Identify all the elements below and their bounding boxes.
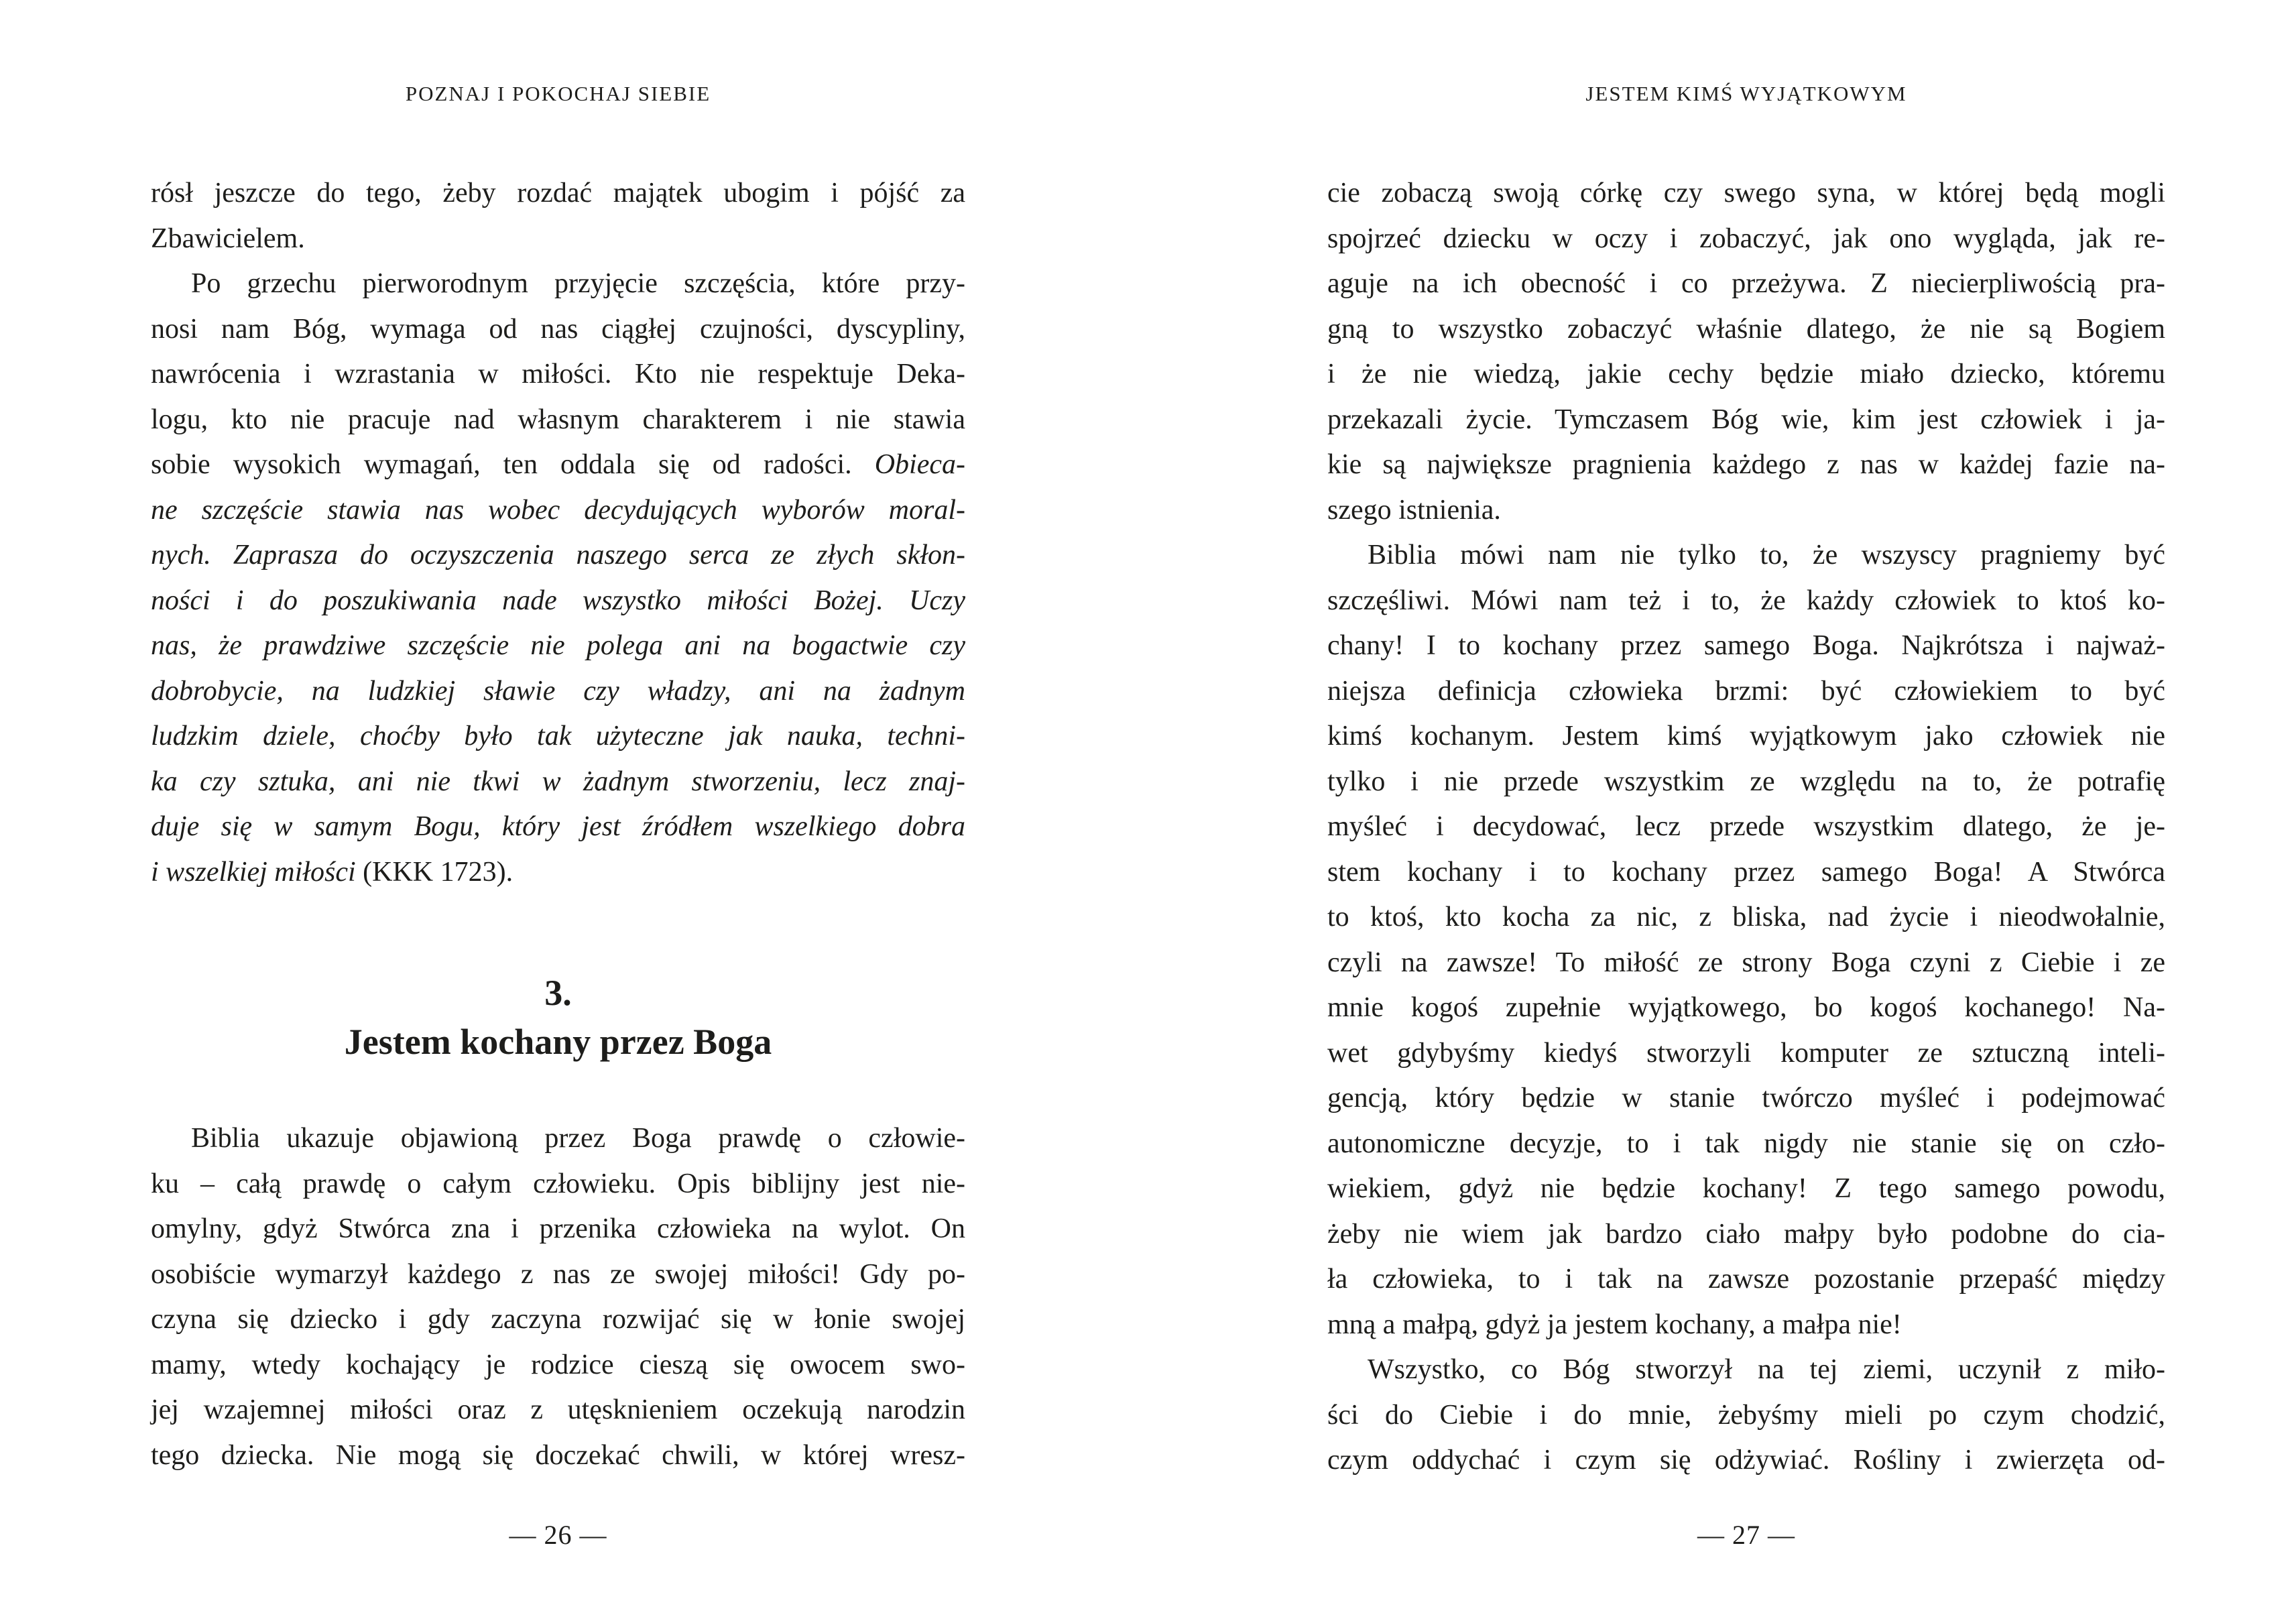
text-line xyxy=(1327,850,2165,896)
text-segment: wet gdybyśmy kiedyś stworzyli komputer ze sztuczną inteli- xyxy=(1327,1037,2165,1069)
text-line xyxy=(1327,1031,2165,1077)
text-segment: spojrzeć dziecku w oczy i zobaczyć, jak ono wygląda, jak re- xyxy=(1327,223,2165,254)
text-line xyxy=(151,579,965,624)
text-line xyxy=(151,669,965,715)
text-line xyxy=(1327,398,2165,443)
text-line xyxy=(151,1388,965,1433)
text-segment: stem kochany i to kochany przez samego Boga! A Stwórca xyxy=(1327,856,2165,888)
text-line xyxy=(1327,1166,2165,1212)
text-line xyxy=(151,398,965,443)
text-line xyxy=(1327,714,2165,760)
text-segment: niejsza definicja człowieka brzmi: być człowiekiem to być xyxy=(1327,675,2165,707)
text-line xyxy=(151,1297,965,1343)
text-line xyxy=(151,1162,965,1207)
text-segment: żeby nie wiem jak bardzo ciało małpy było podobne do cia- xyxy=(1327,1218,2165,1250)
text-segment: rósł jeszcze do tego, żeby rozdać majątek ubogim i pójść za xyxy=(151,178,965,208)
italic-text-segment: ka czy sztuka, ani nie tkwi w żadnym stworzeniu, lecz znaj- xyxy=(151,766,965,797)
text-line xyxy=(1327,941,2165,986)
text-segment: przekazali życie. Tymczasem Bóg wie, kim jest człowiek i ja- xyxy=(1327,404,2165,435)
text-segment: ła człowieka, to i tak na zawsze pozostanie przepaść między xyxy=(1327,1264,2165,1295)
text-segment: osobiście wymarzył każdego z nas ze swojej miłości! Gdy po- xyxy=(151,1258,965,1290)
italic-text-segment: nych. Zaprasza do oczyszczenia naszego serca ze złych skłon- xyxy=(151,540,965,570)
text-line xyxy=(151,171,965,217)
text-line xyxy=(1327,1122,2165,1167)
text-line xyxy=(1327,1438,2165,1484)
page-right xyxy=(1327,0,2165,1623)
text-line xyxy=(1327,533,2165,579)
italic-text-segment: ności i do poszukiwania nade wszystko miłości Bożej. Uczy xyxy=(151,585,965,616)
text-segment: ku – całą prawdę o całym człowieku. Opis biblijny jest nie- xyxy=(151,1168,965,1199)
text-line xyxy=(1327,352,2165,398)
text-segment: czyli na zawsze! To miłość ze strony Boga czyni z Ciebie i ze xyxy=(1327,947,2165,978)
text-line xyxy=(151,714,965,760)
text-line xyxy=(1327,623,2165,669)
text-segment: cie zobaczą swoją córkę czy swego syna, w której będą mogli xyxy=(1327,178,2165,208)
italic-text-segment: ludzkim dziele, choćby było tak użyteczne jak nauka, techni- xyxy=(151,721,965,752)
text-segment: Biblia ukazuje objawioną przez Boga prawdę o człowie- xyxy=(191,1123,965,1154)
running-header-left: POZNAJ I POKOCHAJ SIEBIE xyxy=(405,82,711,105)
text-segment: czym oddychać i czym się odżywiać. Rośliny i zwierzęta od- xyxy=(1327,1445,2165,1476)
text-line xyxy=(151,1252,965,1298)
text-segment: nosi nam Bóg, wymaga od nas ciągłej czujności, dyscypliny, xyxy=(151,313,965,345)
text-line xyxy=(151,1116,965,1162)
page-number-footer: — 26 — xyxy=(509,1520,607,1550)
text-segment: tego dziecka. Nie mogą się doczekać chwili, w której wresz- xyxy=(151,1439,965,1471)
text-segment: szego istnienia. xyxy=(1327,494,1501,526)
italic-text-segment: i wszelkiej miłości xyxy=(151,856,363,888)
page-number-footer: — 27 — xyxy=(1697,1520,1795,1550)
text-segment: Wszystko, co Bóg stworzył na tej ziemi, uczynił z miło- xyxy=(1368,1354,2165,1385)
text-segment: Biblia mówi nam nie tylko to, że wszyscy pragniemy być xyxy=(1368,540,2165,570)
text-line xyxy=(1327,804,2165,850)
text-segment: mamy, wtedy kochający je rodzice cieszą się owocem swo- xyxy=(151,1349,965,1380)
text-segment: kimś kochanym. Jestem kimś wyjątkowym jako człowiek nie xyxy=(1327,721,2165,752)
chapter-heading xyxy=(151,969,965,1067)
text-line xyxy=(1327,579,2165,624)
text-segment: (KKK 1723). xyxy=(363,856,513,888)
text-line xyxy=(1327,1076,2165,1122)
body-text-block xyxy=(151,1116,965,1478)
text-segment: szczęśliwi. Mówi nam też i to, że każdy człowiek to ktoś ko- xyxy=(1327,585,2165,616)
chapter-number: 3. xyxy=(544,973,572,1013)
text-line xyxy=(151,1433,965,1479)
text-line xyxy=(1327,895,2165,941)
text-line xyxy=(151,442,965,488)
text-line xyxy=(151,488,965,534)
text-line xyxy=(151,1207,965,1252)
text-line xyxy=(1327,307,2165,353)
text-segment: chany! I to kochany przez samego Boga. Najkrótsza i najważ- xyxy=(1327,630,2165,661)
text-line xyxy=(151,623,965,669)
text-segment: gną to wszystko zobaczyć właśnie dlatego, że nie są Bogiem xyxy=(1327,313,2165,345)
text-line xyxy=(1327,1257,2165,1303)
text-line xyxy=(1327,1347,2165,1393)
text-line xyxy=(151,261,965,307)
body-text-block xyxy=(151,171,965,895)
text-segment: ści do Ciebie i do mnie, żebyśmy mieli po czym chodzić, xyxy=(1327,1399,2165,1431)
text-line xyxy=(151,804,965,850)
text-line xyxy=(151,760,965,805)
text-line xyxy=(151,533,965,579)
text-line xyxy=(1327,669,2165,715)
body-text-block xyxy=(1327,171,2165,1484)
text-segment: kie są największe pragnienia każdego z nas w każdej fazie na- xyxy=(1327,449,2165,480)
text-line xyxy=(151,307,965,353)
text-line xyxy=(1327,217,2165,262)
italic-text-segment: duje się w samym Bogu, który jest źródłem wszelkiego dobra xyxy=(151,811,965,842)
text-line xyxy=(151,850,965,896)
text-segment: Zbawicielem. xyxy=(151,223,305,254)
text-segment: sobie wysokich wymagań, ten oddala się od radości. xyxy=(151,449,875,480)
text-segment: czyna się dziecko i gdy zaczyna rozwijać się w łonie swojej xyxy=(151,1304,965,1335)
text-line xyxy=(1327,442,2165,488)
text-line xyxy=(1327,1303,2165,1348)
text-line xyxy=(1327,261,2165,307)
italic-text-segment: dobrobycie, na ludzkiej sławie czy władzy, ani na żadnym xyxy=(151,675,965,707)
running-header-right: JESTEM KIMŚ WYJĄTKOWYM xyxy=(1585,82,1907,105)
text-line xyxy=(1327,760,2165,805)
text-segment: wiekiem, gdyż nie będzie kochany! Z tego samego powodu, xyxy=(1327,1173,2165,1204)
page-left xyxy=(151,0,965,1623)
text-segment: logu, kto nie pracuje nad własnym charakterem i nie stawia xyxy=(151,404,965,435)
text-line xyxy=(1327,488,2165,534)
text-segment: myśleć i decydować, lecz przede wszystkim dlatego, że je- xyxy=(1327,811,2165,842)
text-line xyxy=(1327,171,2165,217)
text-segment: i że nie wiedzą, jakie cechy będzie miało dziecko, któremu xyxy=(1327,359,2165,389)
text-line xyxy=(1327,985,2165,1031)
text-line xyxy=(151,217,965,262)
italic-text-segment: nas, że prawdziwe szczęście nie polega ani na bogactwie czy xyxy=(151,630,965,661)
text-segment: nawrócenia i wzrastania w miłości. Kto nie respektuje Deka- xyxy=(151,359,965,389)
text-segment: gencją, który będzie w stanie twórczo myśleć i podejmować xyxy=(1327,1083,2165,1114)
text-line xyxy=(1327,1393,2165,1439)
text-segment: omylny, gdyż Stwórca zna i przenika człowieka na wylot. On xyxy=(151,1213,965,1244)
text-segment: tylko i nie przede wszystkim ze względu na to, że potrafię xyxy=(1327,766,2165,797)
text-segment: mnie kogoś zupełnie wyjątkowego, bo kogoś kochanego! Na- xyxy=(1327,992,2165,1023)
text-segment: aguje na ich obecność i co przeżywa. Z niecierpliwością pra- xyxy=(1327,268,2165,299)
italic-text-segment: Obieca- xyxy=(874,449,965,480)
text-line xyxy=(151,1343,965,1388)
italic-text-segment: ne szczęście stawia nas wobec decydujących wyborów moral- xyxy=(151,494,965,526)
text-line xyxy=(1327,1212,2165,1258)
text-line xyxy=(151,352,965,398)
chapter-title: Jestem kochany przez Boga xyxy=(344,1022,772,1062)
text-segment: Po grzechu pierworodnym przyjęcie szczęścia, które przy- xyxy=(191,268,965,299)
text-segment: to ktoś, kto kocha za nic, z bliska, nad życie i nieodwołalnie, xyxy=(1327,902,2165,933)
text-segment: autonomiczne decyzje, to i tak nigdy nie stanie się on czło- xyxy=(1327,1128,2165,1159)
text-segment: mną a małpą, gdyż ja jestem kochany, a małpa nie! xyxy=(1327,1309,1902,1340)
text-segment: jej wzajemnej miłości oraz z utęsknieniem oczekują narodzin xyxy=(151,1394,965,1425)
